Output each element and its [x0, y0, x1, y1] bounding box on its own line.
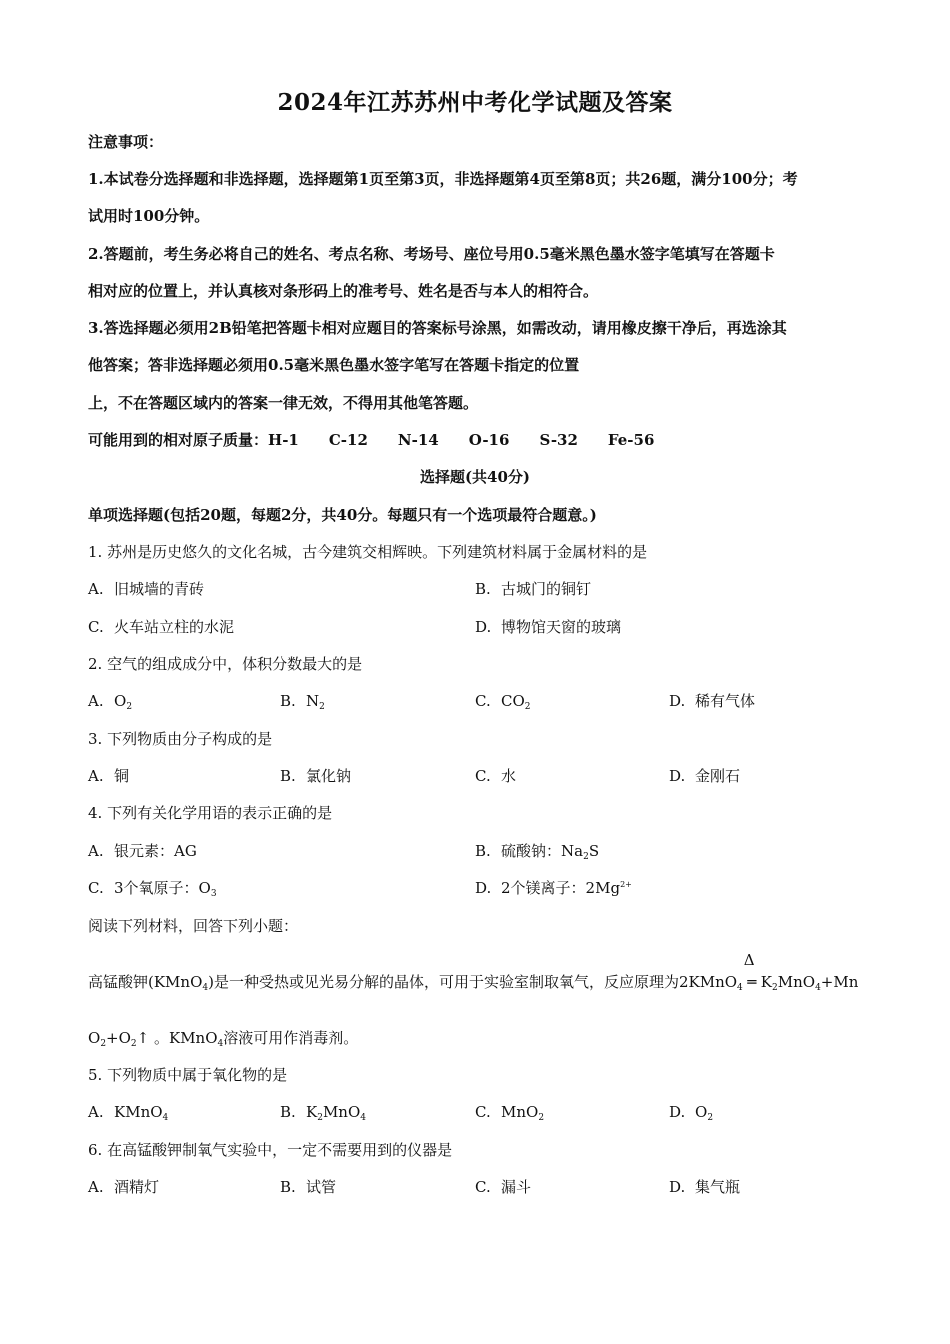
- q3-option-a: [88, 766, 129, 786]
- q3-option-a-text: 铜: [114, 767, 130, 785]
- subscript: 2: [524, 702, 531, 712]
- atomic-mass-h: H-1: [268, 431, 299, 449]
- q5-option-b-text-mid: MnO: [322, 1103, 361, 1121]
- reading-text: MnO: [777, 973, 816, 991]
- q5-stem: 5. 下列物质中属于氧化物的是: [88, 1066, 288, 1084]
- reading-text: +O: [106, 1029, 131, 1047]
- q3-option-b-text: 氯化钠: [306, 767, 352, 785]
- subscript: 4: [360, 1113, 367, 1123]
- q6-option-b-text: 试管: [306, 1178, 337, 1196]
- atomic-mass-o: O-16: [468, 431, 510, 449]
- q1-stem: 1. 苏州是历史悠久的文化名城，古今建筑交相辉映。下列建筑材料属于金属材料的是: [88, 543, 648, 561]
- q6-option-a: [88, 1177, 159, 1197]
- notice-heading: 注意事项：: [88, 133, 164, 151]
- q1-option-d: [475, 617, 621, 637]
- section-title: 选择题(共40分): [419, 468, 531, 486]
- option-label: C.: [88, 618, 104, 636]
- q4-option-d: [475, 878, 632, 898]
- q6-option-c: [475, 1177, 531, 1197]
- atomic-mass-s: S-32: [539, 431, 578, 449]
- q5-option-d-text: O: [695, 1103, 708, 1121]
- atomic-masses-label: 可能用到的相对原子质量：: [88, 431, 269, 449]
- subscript: 4: [815, 983, 821, 993]
- subscript: 4: [737, 983, 743, 993]
- subscript: 2: [707, 1113, 714, 1123]
- q2-option-d: [669, 691, 755, 711]
- reading-intro: 阅读下列材料，回答下列小题：: [88, 917, 299, 935]
- option-label: A.: [88, 767, 104, 785]
- q4-option-a-text: 银元素：AG: [114, 842, 197, 860]
- q5-option-b-text: K: [306, 1103, 318, 1121]
- q5-option-c-text: MnO: [501, 1103, 539, 1121]
- q6-option-b: [280, 1177, 336, 1197]
- q5-option-c: [475, 1102, 544, 1122]
- reading-text: )是一种受热或见光易分解的晶体，可用于实验室制取氧气，反应原理为2KMnO: [208, 973, 738, 991]
- option-label: B.: [280, 1178, 296, 1196]
- option-label: A.: [88, 1103, 104, 1121]
- notice-item-3a: 3.答选择题必须用2B铅笔把答题卡相对应题目的答案标号涂黑，如需改动，请用橡皮擦干净后，再选涂其: [88, 319, 787, 337]
- option-label: D.: [669, 1103, 686, 1121]
- atomic-mass-fe: Fe-56: [607, 431, 655, 449]
- q3-option-c: [475, 766, 516, 786]
- superscript: 2+: [620, 880, 632, 889]
- reading-text: +Mn: [820, 973, 859, 991]
- atomic-mass-c: C-12: [328, 431, 368, 449]
- reaction-condition: [743, 951, 761, 992]
- option-label: B.: [280, 1103, 296, 1121]
- q2-option-c: [475, 691, 531, 711]
- option-label: C.: [88, 879, 104, 897]
- q2-option-b: [280, 691, 325, 711]
- notice-item-1b: 试用时100分钟。: [88, 207, 210, 225]
- option-label: C.: [475, 1103, 491, 1121]
- subscript: 3: [210, 889, 217, 899]
- subscript: 2: [772, 983, 778, 993]
- option-label: A.: [88, 692, 104, 710]
- q5-option-a: [88, 1102, 168, 1122]
- option-label: A.: [88, 842, 104, 860]
- section-instruction: 单项选择题(包括20题，每题2分，共40分。每题只有一个选项最符合题意。): [88, 506, 597, 524]
- q4-option-d-text: 2个镁离子：2Mg: [501, 879, 621, 897]
- q4-option-a: [88, 841, 197, 861]
- option-label: C.: [475, 767, 491, 785]
- q1-option-a-text: 旧城墙的青砖: [114, 580, 205, 598]
- q2-option-b-text: N: [306, 692, 320, 710]
- equals-sign-icon: ═: [747, 973, 757, 991]
- document-title: 2024年江苏苏州中考化学试题及答案: [277, 89, 673, 116]
- option-label: B.: [475, 842, 491, 860]
- q2-option-a: [88, 691, 132, 711]
- q3-option-c-text: 水: [501, 767, 517, 785]
- option-label: D.: [669, 692, 686, 710]
- q6-stem: 6. 在高锰酸钾制氧气实验中，一定不需要用到的仪器是: [88, 1141, 453, 1159]
- q4-option-b: [475, 841, 599, 861]
- subscript: 2: [100, 1039, 107, 1049]
- q3-option-d-text: 金刚石: [695, 767, 741, 785]
- q4-option-c-text: 3个氧原子：O: [114, 879, 211, 897]
- option-label: D.: [669, 767, 686, 785]
- reading-text: O: [88, 1029, 101, 1047]
- q2-stem: 2. 空气的组成成分中，体积分数最大的是: [88, 655, 363, 673]
- q3-option-b: [280, 766, 351, 786]
- option-label: A.: [88, 580, 104, 598]
- notice-item-1a: 1.本试卷分选择题和非选择题，选择题第1页至第3页，非选择题第4页至第8页；共26题，满分100分；考: [88, 170, 798, 188]
- q5-option-b: [280, 1102, 366, 1122]
- reading-paragraph-line-1: [88, 951, 859, 993]
- atomic-masses: [88, 430, 684, 450]
- notice-item-3b: 他答案；答非选择题必须用0.5毫米黑色墨水签字笔写在答题卡指定的位置: [88, 356, 580, 374]
- reading-text: 溶液可用作消毒剂。: [223, 1029, 359, 1047]
- q3-option-d: [669, 766, 740, 786]
- subscript: 2: [126, 702, 133, 712]
- delta-symbol: Δ: [743, 951, 755, 969]
- option-label: A.: [88, 1178, 104, 1196]
- q4-stem: 4. 下列有关化学用语的表示正确的是: [88, 804, 333, 822]
- option-label: B.: [475, 580, 491, 598]
- q1-option-c-text: 火车站立柱的水泥: [114, 618, 235, 636]
- reading-text: K: [760, 973, 772, 991]
- q5-option-d: [669, 1102, 713, 1122]
- q5-option-a-text: KMnO: [114, 1103, 163, 1121]
- q6-option-c-text: 漏斗: [501, 1178, 532, 1196]
- q1-option-b-text: 古城门的铜钉: [501, 580, 592, 598]
- reading-text: ↑ 。KMnO: [136, 1029, 218, 1047]
- reading-paragraph-line-2: [88, 1028, 358, 1048]
- q4-option-b-text-end: S: [588, 842, 600, 860]
- option-label: B.: [280, 692, 296, 710]
- q2-option-c-text: CO: [501, 692, 525, 710]
- q4-option-c: [88, 878, 217, 898]
- option-label: B.: [280, 767, 296, 785]
- option-label: C.: [475, 692, 491, 710]
- option-label: D.: [669, 1178, 686, 1196]
- option-label: D.: [475, 618, 492, 636]
- subscript: 2: [583, 852, 589, 862]
- notice-item-2b: 相对应的位置上，并认真核对条形码上的准考号、姓名是否与本人的相符合。: [88, 282, 599, 300]
- q1-option-a: [88, 579, 204, 599]
- q1-option-d-text: 博物馆天窗的玻璃: [501, 618, 622, 636]
- subscript: 4: [162, 1113, 169, 1123]
- subscript: 4: [217, 1039, 224, 1049]
- q2-option-d-text: 稀有气体: [695, 692, 756, 710]
- atomic-mass-n: N-14: [397, 431, 439, 449]
- q6-option-d: [669, 1177, 740, 1197]
- notice-item-2a: 2.答题前，考生务必将自己的姓名、考点名称、考场号、座位号用0.5毫米黑色墨水签字笔填写在答题卡: [88, 245, 775, 263]
- option-label: D.: [475, 879, 492, 897]
- q1-option-b: [475, 579, 591, 599]
- q4-option-b-text: 硫酸钠：Na: [501, 842, 584, 860]
- q6-option-a-text: 酒精灯: [114, 1178, 160, 1196]
- notice-item-3c: 上，不在答题区域内的答案一律无效，不得用其他笔答题。: [88, 394, 479, 412]
- reading-text: 高锰酸钾(KMnO: [88, 973, 203, 991]
- subscript: 4: [202, 983, 209, 993]
- q2-option-a-text: O: [114, 692, 127, 710]
- q1-option-c: [88, 617, 234, 637]
- q6-option-d-text: 集气瓶: [695, 1178, 741, 1196]
- subscript: 2: [130, 1039, 137, 1049]
- q3-stem: 3. 下列物质由分子构成的是: [88, 730, 273, 748]
- subscript: 2: [317, 1113, 323, 1123]
- option-label: C.: [475, 1178, 491, 1196]
- subscript: 2: [538, 1113, 545, 1123]
- subscript: 2: [319, 702, 325, 712]
